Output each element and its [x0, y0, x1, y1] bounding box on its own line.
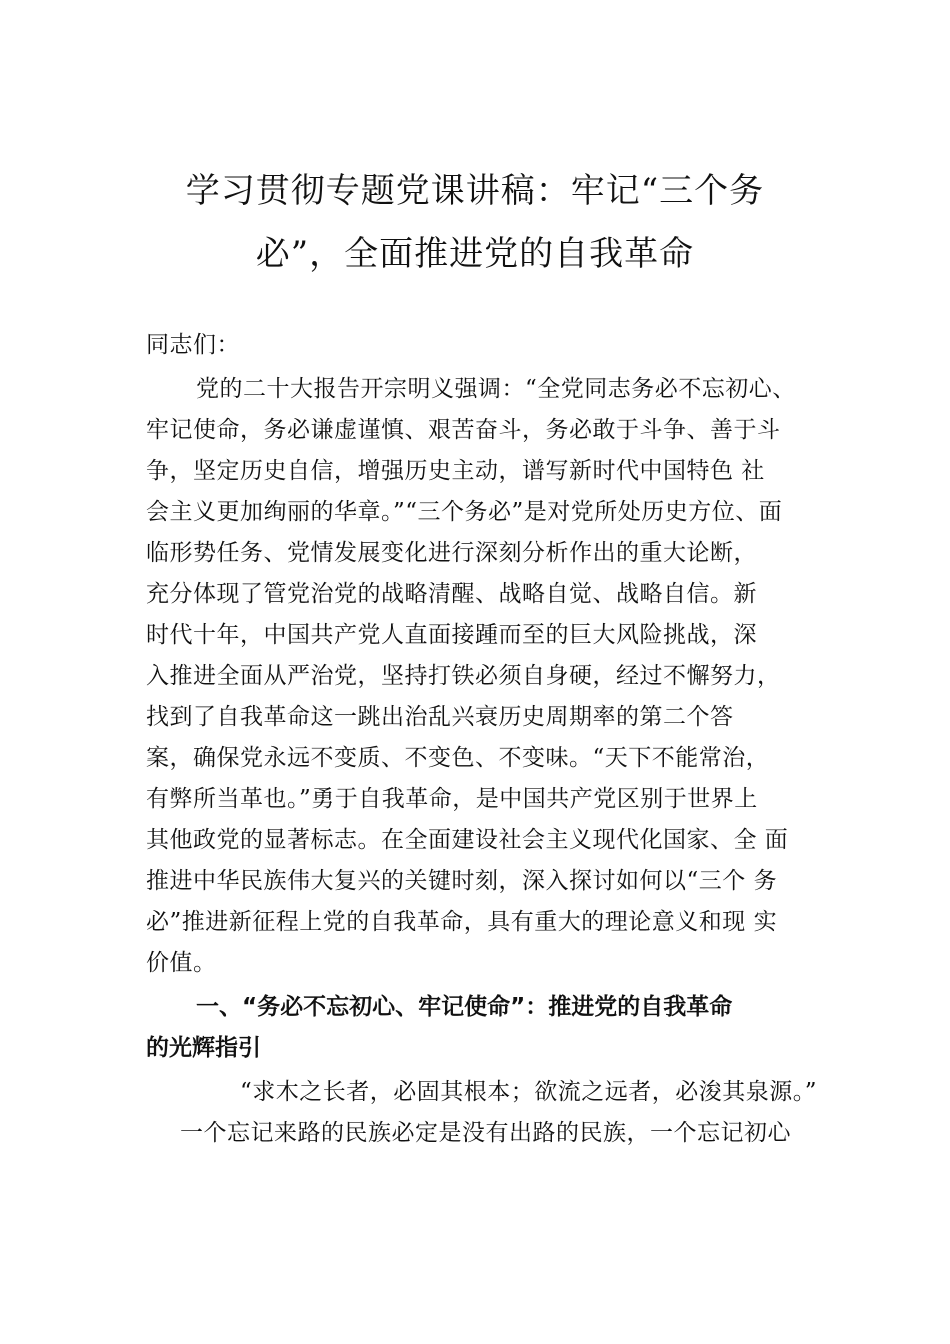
- paragraph-line: 其他政党的显著标志。在全面建设社会主义现代化国家、全 面: [146, 827, 789, 853]
- paragraph-line: 找到了自我革命这一跳出治乱兴衰历史周期率的第二个答: [146, 704, 734, 730]
- paragraph-line: 时代十年，中国共产党人直面接踵而至的巨大风险挑战，深: [146, 622, 757, 648]
- section-heading-line-1: 一、“务必不忘初心、牢记使命”：推进党的自我革命: [196, 994, 733, 1020]
- paragraph-line: 价值。: [146, 950, 217, 976]
- paragraph-line: 党的二十大报告开宗明义强调：“全党同志务必不忘初心、: [196, 376, 796, 402]
- paragraph-line: 推进中华民族伟大复兴的关键时刻，深入探讨如何以“三个 务: [146, 868, 778, 894]
- paragraph-line: 有弊所当革也。”勇于自我革命，是中国共产党区别于世界上: [146, 786, 758, 812]
- paragraph-line: 必”推进新征程上党的自我革命，具有重大的理论意义和现 实: [146, 909, 778, 935]
- paragraph-line: 充分体现了管党治党的战略清醒、战略自觉、战略自信。新: [146, 581, 757, 607]
- salutation: 同志们：: [146, 332, 240, 358]
- quote-line: “求木之长者，必固其根本；欲流之远者，必浚其泉源。”: [240, 1079, 818, 1105]
- paragraph-line: 入推进全面从严治党，坚持打铁必须自身硬，经过不懈努力，: [146, 663, 781, 689]
- document-title-line-2: 必”，全面推进党的自我革命: [255, 234, 695, 274]
- paragraph-line: 会主义更加绚丽的华章。”“三个务必”是对党所处历史方位、面: [146, 499, 783, 525]
- section-heading-line-2: 的光辉指引: [146, 1035, 261, 1061]
- paragraph-line: 临形势任务、党情发展变化进行深刻分析作出的重大论断，: [146, 540, 757, 566]
- paragraph-line: 争，坚定历史自信，增强历史主动，谱写新时代中国特色 社: [146, 458, 765, 484]
- document-title-line-1: 学习贯彻专题党课讲稿：牢记“三个务: [185, 171, 765, 211]
- paragraph-line: 一个忘记来路的民族必定是没有出路的民族，一个忘记初心: [180, 1120, 791, 1146]
- paragraph-line: 牢记使命，务必谦虚谨慎、艰苦奋斗，务必敢于斗争、善于斗: [146, 417, 781, 443]
- paragraph-line: 案，确保党永远不变质、不变色、不变味。“天下不能常治，: [146, 745, 770, 771]
